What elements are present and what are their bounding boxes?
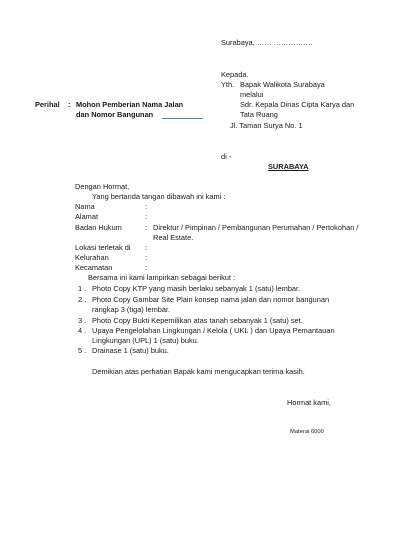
field-value: Direktur / Pimpinan / Pembangunan Perumahan / Pertokohan /	[153, 223, 359, 232]
field-colon: :	[145, 223, 148, 232]
list-item-number: 3 .	[78, 316, 87, 325]
field-colon: :	[145, 243, 148, 252]
recipient-via: melalui	[240, 90, 264, 99]
field-label: Alamat	[75, 212, 99, 221]
list-item-number: 2 .	[78, 295, 87, 304]
recipient-dinas: Sdr. Kepala Dinas Cipta Karya dan	[240, 100, 355, 109]
field-colon: :	[145, 212, 148, 221]
recipient-city: SURABAYA	[268, 162, 309, 171]
kepada-label: Kepada.	[221, 70, 249, 79]
intro-text: Yang bertanda tangan dibawah ini kami :	[92, 192, 226, 201]
closing-text: Demikian atas perhatian Bapak kami mengucapkan terima kasih.	[92, 367, 305, 376]
recipient-street: Jl. Taman Surya No. 1	[230, 121, 303, 130]
field-colon: :	[145, 202, 148, 211]
attachment-intro: Bersama ini kami lampirkan sebagai berikut :	[88, 273, 236, 282]
field-label: Kecamatan	[75, 263, 113, 272]
place-date: Surabaya, …… …………….	[221, 38, 313, 47]
list-item-number: 5 .	[78, 346, 87, 355]
list-item: Photo Copy KTP yang masih berlaku sebanyak 1 (satu) lembar.	[92, 284, 301, 293]
perihal-line-1: Mohon Pemberian Nama Jalan	[76, 100, 184, 109]
field-label: Nama	[75, 202, 95, 211]
recipient-walikota: Bapak Walikota Surabaya	[240, 80, 325, 89]
field-value: Real Estate.	[153, 233, 194, 242]
regards: Hormat kami,	[287, 398, 331, 407]
list-item-cont: rangkap 3 (tiga) lembar.	[92, 305, 171, 314]
list-item: Photo Copy Gambar Site Plain konsep nama jalan dan nomor bangunan	[92, 295, 330, 304]
greeting: Dengan Hormat,	[75, 182, 130, 191]
field-colon: :	[145, 263, 148, 272]
perihal-label: Perihal	[35, 100, 60, 109]
field-colon: :	[145, 253, 148, 262]
field-label: Kelurahan	[75, 253, 109, 262]
subject-underline	[162, 118, 203, 119]
list-item: Drainase 1 (satu) buku.	[92, 346, 169, 355]
perihal-colon: :	[68, 100, 71, 109]
recipient-dinas-cont: Tata Ruang	[240, 110, 278, 119]
yth-label: Yth.	[221, 80, 235, 89]
list-item-cont: Lingkungan (UPL) 1 (satu) buku.	[92, 336, 199, 345]
list-item: Photo Copy Bukti Kepemilikan atas tanah sebanyak 1 (satu) set.	[92, 316, 303, 325]
list-item-number: 4 .	[78, 326, 87, 335]
perihal-line-2: dan Nomor Bangunan	[76, 110, 154, 119]
di-label: di -	[221, 152, 232, 161]
list-item: Upaya Pengelolahan Lingkungan / Kelola ( UKL ) dan Upaya Pemantauan	[92, 326, 335, 335]
field-label: Badan Hukum	[75, 223, 122, 232]
list-item-number: 1 .	[78, 284, 87, 293]
field-label: Lokasi terletak di	[75, 243, 131, 252]
stamp-label: Materai 6000	[290, 429, 324, 435]
